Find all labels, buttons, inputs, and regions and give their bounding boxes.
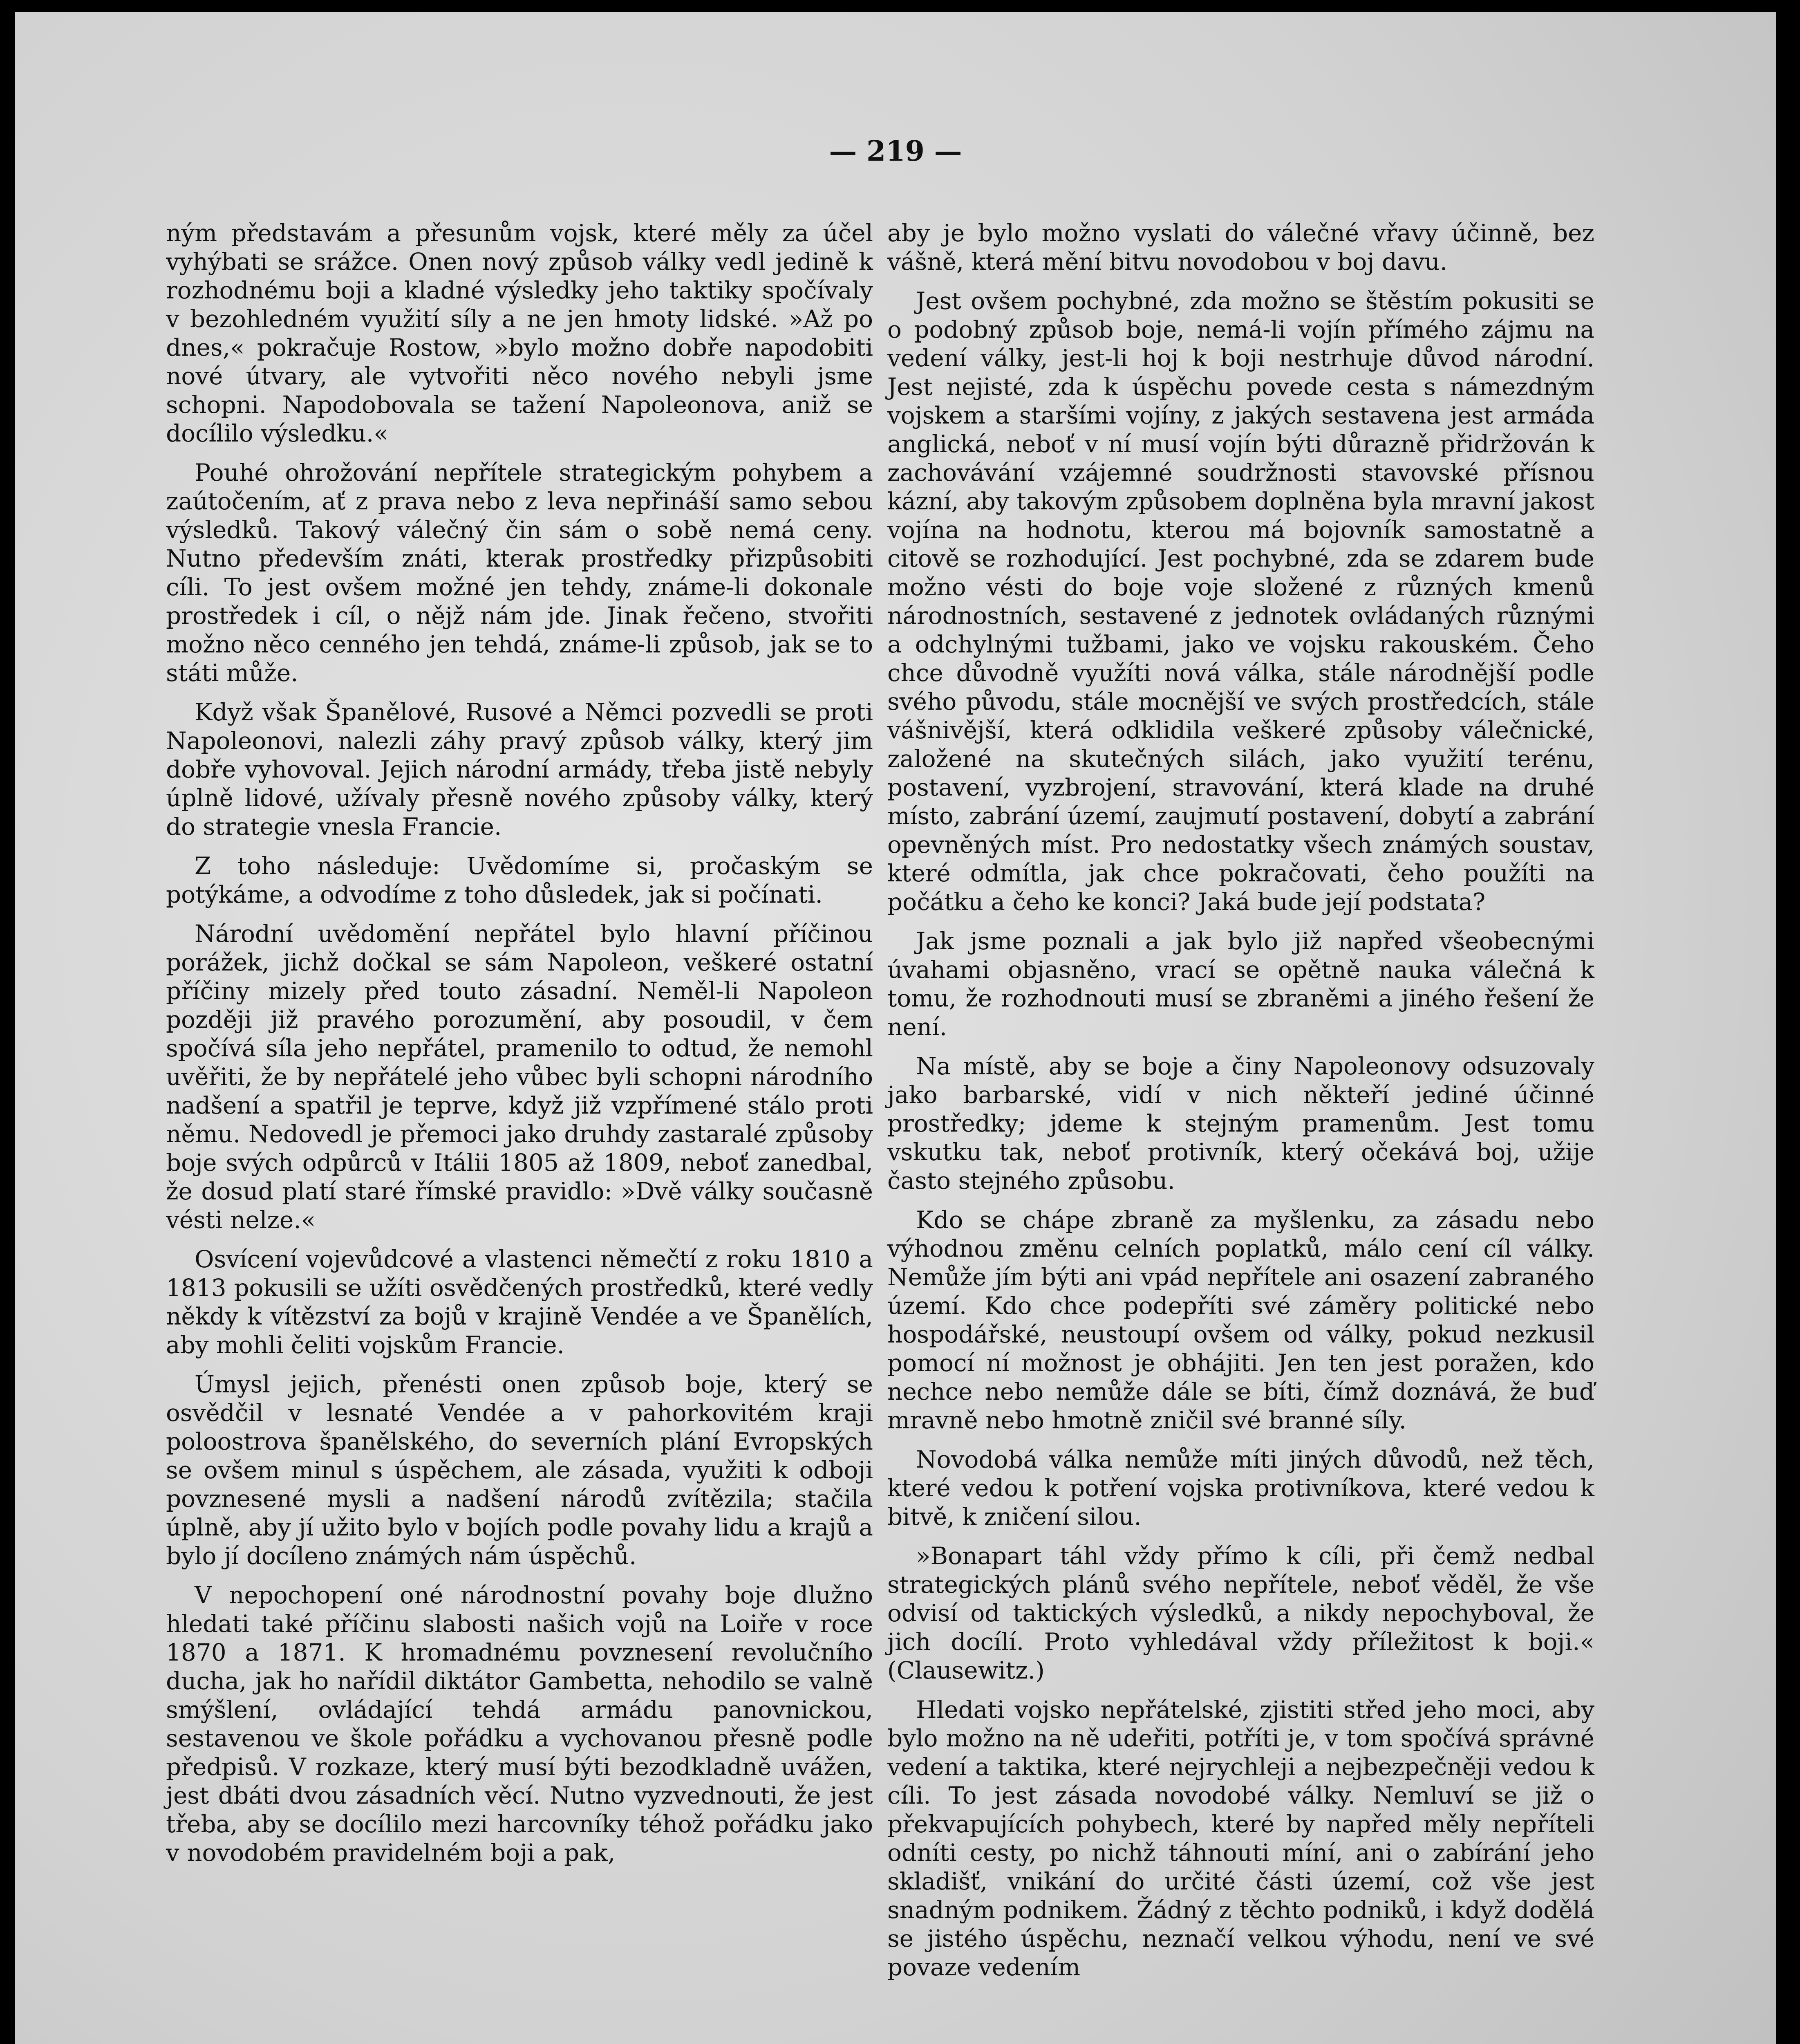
left-paragraph-7: Úmysl jejich, přenésti onen způsob boje, který se osvědčil v lesnaté Vendée a v pahorkovitém kraji poloostrova španělského, do severních plání Evropských se ovšem minul s úspěchem, ale zásada, využiti k odboji povznesené mysli a nadšení národů zvítězila; stačila úplně, aby jí užito bylo v bojích podle povahy lidu a krajů a bylo jí docíleno známých nám úspěchů. — [166, 1370, 873, 1570]
left-paragraph-6: Osvícení vojevůdcové a vlastenci němečtí z roku 1810 a 1813 pokusili se užíti osvědčených prostředků, které vedly někdy k vítězství za bojů v krajině Vendée a ve Španělích, aby mohli čeliti vojskům Francie. — [166, 1245, 873, 1359]
right-paragraph-4: Na místě, aby se boje a činy Napoleonovy odsuzovaly jako barbarské, vidí v nich někteří jediné účinné prostředky; jdeme k stejným pramenům. Jest tomu vskutku tak, neboť protivník, který očekává boj, užije často stejného způsobu. — [887, 1052, 1594, 1195]
left-column — [166, 219, 873, 1878]
right-paragraph-6: Novodobá válka nemůže míti jiných důvodů, než těch, které vedou k potření vojska protivníkova, které vedou k bitvě, k zničení silou. — [887, 1446, 1594, 1531]
right-paragraph-1: aby je bylo možno vyslati do válečné vřavy účinně, bez vášně, která mění bitvu novodobou v boj davu. — [887, 219, 1594, 276]
left-paragraph-3: Když však Španělové, Rusové a Němci pozvedli se proti Napoleonovi, nalezli záhy pravý způsob války, který jim dobře vyhovoval. Jejich národní armády, třeba jistě nebyly úplně lidové, užívaly přesně nového způsoby války, který do strategie vnesla Francie. — [166, 698, 873, 840]
right-paragraph-3: Jak jsme poznali a jak bylo již napřed všeobecnými úvahami objasněno, vrací se opětně nauka válečná k tomu, že rozhodnouti musí se zbraněmi a jiného řešení že není. — [887, 927, 1594, 1041]
left-paragraph-4: Z toho následuje: Uvědomíme si, pročaským se potýkáme, a odvodíme z toho důsledek, jak si počínati. — [166, 852, 873, 908]
left-paragraph-2: Pouhé ohrožování nepřítele strategickým pohybem a zaútočením, ať z prava nebo z leva nepřináší samo sebou výsledků. Takový válečný čin sám o sobě nemá ceny. Nutno především znáti, kterak prostředky přizpůsobiti cíli. To jest ovšem možné jen tehdy, známe-li dokonale prostředek i cíl, o nějž nám jde. Jinak řečeno, stvořiti možno něco cenného jen tehdá, známe-li způsob, jak se to státi může. — [166, 459, 873, 687]
left-paragraph-1: ným představám a přesunům vojsk, které měly za účel vyhýbati se srážce. Onen nový způsob války vedl jedině k rozhodnému boji a kladné výsledky jeho taktiky spočívaly v bezohledném využití síly a ne jen hmoty lidské. »Až po dnes,« pokračuje Rostow, »bylo možno dobře napodobiti nové útvary, ale vytvořiti něco nového nebyli jsme schopni. Napodobovala se tažení Napoleonova, aniž se docílilo výsledku.« — [166, 219, 873, 447]
right-paragraph-8: Hledati vojsko nepřátelské, zjistiti střed jeho moci, aby bylo možno na ně udeřiti, potříti je, v tom spočívá správné vedení a taktika, které nejrychleji a nejbezpečněji vedou k cíli. To jest zásada novodobé války. Nemluví se již o překvapujících pohybech, které by napřed měly nepříteli odníti cesty, po nichž táhnouti míní, ani o zabírání jeho skladišť, vnikání do určité části území, což vše jest snadným podnikem. Žádný z těchto podniků, i když dodělá se jistého úspěchu, neznačí velkou výhodu, není ve své povaze vedením — [887, 1696, 1594, 1981]
right-paragraph-5: Kdo se chápe zbraně za myšlenku, za zásadu nebo výhodnou změnu celních poplatků, málo cení cíl války. Nemůže jím býti ani vpád nepřítele ani osazení zabraného území. Kdo chce podepříti své záměry politické nebo hospodářské, neustoupí ovšem od války, pokud nezkusil pomocí ní možnost je obhájiti. Jen ten jest poražen, kdo nechce nebo nemůže dále se bíti, čímž doznává, že buď mravně nebo hmotně zničil své branné síly. — [887, 1206, 1594, 1434]
book-page — [15, 12, 1776, 2044]
left-paragraph-5: Národní uvědomění nepřátel bylo hlavní příčinou porážek, jichž dočkal se sám Napoleon, veškeré ostatní příčiny mizely před touto zásadní. Neměl-li Napoleon později již pravého porozumění, aby posoudil, v čem spočívá síla jeho nepřátel, pramenilo to odtud, že nemohl uvěřiti, že by nepřátelé jeho vůbec byli schopni národního nadšení a spatřil je teprve, když již vzpřímené stálo proti němu. Nedovedl je přemoci jako druhdy zastaralé způsoby boje svých odpůrců v Itálii 1805 až 1809, neboť zanedbal, že dosud platí staré římské pravidlo: »Dvě války současně vésti nelze.« — [166, 920, 873, 1234]
right-paragraph-7: »Bonapart táhl vždy přímo k cíli, při čemž nedbal strategických plánů svého nepřítele, neboť věděl, že vše odvisí od taktických výsledků, a nikdy nepochyboval, že jich docílí. Proto vyhledával vždy příležitost k boji.« (Clausewitz.) — [887, 1542, 1594, 1684]
right-column — [887, 219, 1594, 1992]
page-number: — 219 — — [829, 135, 962, 168]
left-paragraph-8: V nepochopení oné národnostní povahy boje dlužno hledati také příčinu slabosti našich vojů na Loiře v roce 1870 a 1871. K hromadnému povznesení revolučního ducha, jak ho nařídil diktátor Gambetta, nehodilo se valně smýšlení, ovládající tehdá armádu panovnickou, sestavenou ve škole pořádku a vychovanou přesně podle předpisů. V rozkaze, který musí býti bezodkladně uvážen, jest dbáti dvou zásadních věcí. Nutno vyzvednouti, že jest třeba, aby se docílilo mezi harcovníky téhož pořádku jako v novodobém pravidelném boji a pak, — [166, 1581, 873, 1867]
right-paragraph-2: Jest ovšem pochybné, zda možno se štěstím pokusiti se o podobný způsob boje, nemá-li vojín přímého zájmu na vedení války, jest-li hoj k boji nestrhuje důvod národní. Jest nejisté, zda k úspěchu povede cesta s námezdným vojskem a staršími vojíny, z jakých sestavena jest armáda anglická, neboť v ní musí vojín býti důrazně přidržován k zachovávání vzájemné soudržnosti stavovské přísnou kázní, aby takovým způsobem doplněna byla mravní jakost vojína na hodnotu, kterou má bojovník samostatně a citově se rozhodující. Jest pochybné, zda se zdarem bude možno vésti do boje voje složené z různých kmenů národnostních, sestavené z jednotek ovládaných různými a odchylnými tužbami, jako ve vojsku rakouském. Čeho chce důvodně využíti nová válka, stále národnější podle svého původu, stále mocnější ve svých prostředcích, stále vášnivější, která odklidila veškeré způsoby válečnické, založené na skutečných silách, jako využití terénu, postavení, vyzbrojení, stravování, která klade na druhé místo, zabrání území, zaujmutí postavení, dobytí a zabrání opevněných míst. Pro nedostatky všech známých soustav, které odmítla, jak chce pokračovati, čeho použíti na počátku a čeho ke konci? Jaká bude její podstata? — [887, 287, 1594, 916]
